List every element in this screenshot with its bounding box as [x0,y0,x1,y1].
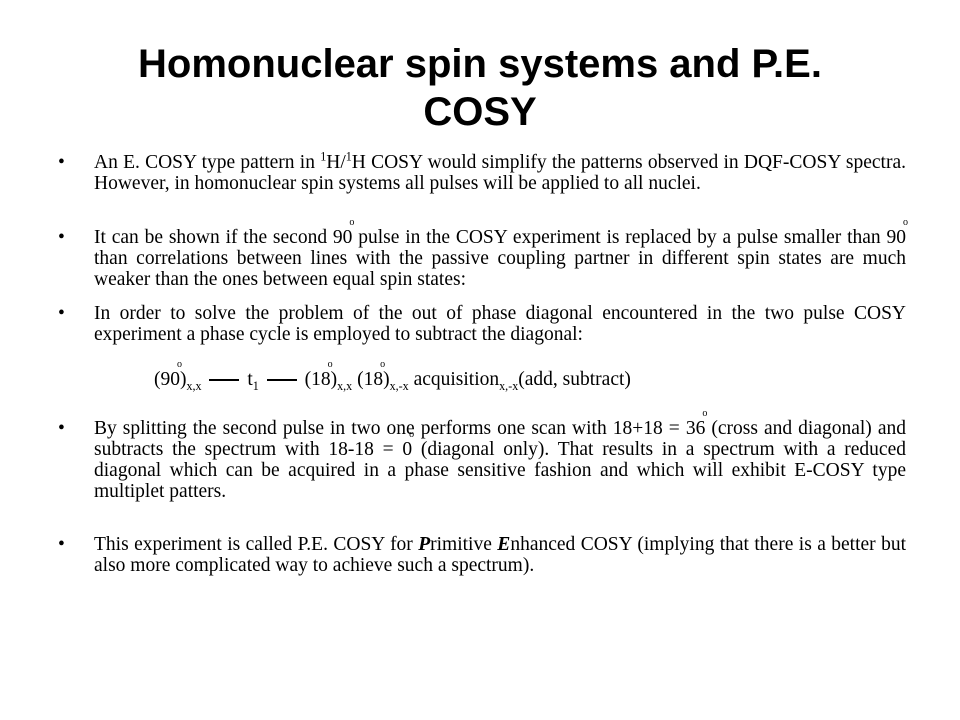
paren-open: ( [154,369,161,390]
slide-title-line2: COSY [423,90,537,134]
paren-close: ) [330,369,338,390]
bullet-text-5a: This experiment is called P.E. COSY for [94,534,419,555]
bullet-text-2a: It can be shown if the second [94,227,333,248]
bullet-text-4c: (diagonal only). That results in a spectrum with a reduced diagonal which can be acquired in a phase sensitive fashion and which will exhibit E-COSY type multiplet patters. [94,439,906,502]
t1-subscript: 1 [252,378,259,393]
degree-value: 90 o [161,369,181,390]
paren-open: ( [357,369,364,390]
bullet-pe-cosy-name [58,534,906,576]
bullet-text-3: In order to solve the problem of the out of phase diagonal encountered in the two pulse COSY experiment a phase cycle is employed to subtract the diagonal: [94,303,906,345]
paren-close: ) [383,369,390,390]
delay-line [209,379,239,381]
bullet-text-2c: than correlations between lines with the passive coupling partner in different spin states are much weaker than the ones between equal spin states: [94,248,906,290]
degree-value: 90 o [333,227,353,248]
bullet-text-1a: An E. COSY type pattern in [94,152,321,173]
superscript-1: 1 [345,149,352,164]
delay-line [267,379,297,381]
add-subtract-label: (add, subtract) [518,369,631,390]
bullet-text-4b: (cross and diagonal) and subtracts the spectrum with 18-18 = [94,418,906,460]
bullet-phase-cycle [58,303,906,345]
phase-subscript: x,x [337,378,353,393]
bullet-text-1c: H COSY would simplify the patterns observed in DQF-COSY spectra. However, in homonuclear spin systems all pulses will be applied to all nuclei. [94,152,906,194]
emphasis-e: E [497,534,511,555]
phase-subscript: x,x [186,378,202,393]
bullet-dot: • [58,418,65,439]
bullet-dot: • [58,227,65,248]
slide-body [58,149,906,576]
paren-close: ) [180,369,187,390]
bullet-text-5c: nhanced COSY (implying that there is a better but also more complicated way to achieve such a spectrum). [94,534,906,576]
t1-label: t [247,369,253,390]
acquisition-subscript: x,-x [499,378,519,393]
bullet-splitting-pulse [58,418,906,502]
degree-value: 18 o [364,369,384,390]
bullet-dot: • [58,303,65,324]
slide-title-line1: Homonuclear spin systems and P.E. [138,42,822,86]
bullet-text-4a: By splitting the second pulse in two one performs one scan with 18+18 = [94,418,686,439]
phase-subscript: x,-x [389,378,409,393]
bullet-text-2b: pulse in the COSY experiment is replaced by a pulse smaller than [352,227,887,248]
bullet-text-1b: H/ [326,152,346,173]
bullet-text-5b: rimitive [430,534,498,555]
superscript-1: 1 [320,149,327,164]
bullet-dot: • [58,152,65,173]
bullet-dot: • [58,534,65,555]
bullet-small-pulse [58,227,906,290]
emphasis-p: P [418,534,431,555]
degree-value: 0 o [402,439,412,460]
paren-open: ( [304,369,312,390]
bullet-ecosy-pattern [58,149,906,194]
degree-value: 18 o [311,369,331,390]
degree-value: 36 o [686,418,706,439]
degree-value: 90 o [887,227,907,248]
acquisition-label: acquisition [413,369,500,390]
slide-title [0,40,960,136]
pulse-sequence-equation [58,369,906,393]
